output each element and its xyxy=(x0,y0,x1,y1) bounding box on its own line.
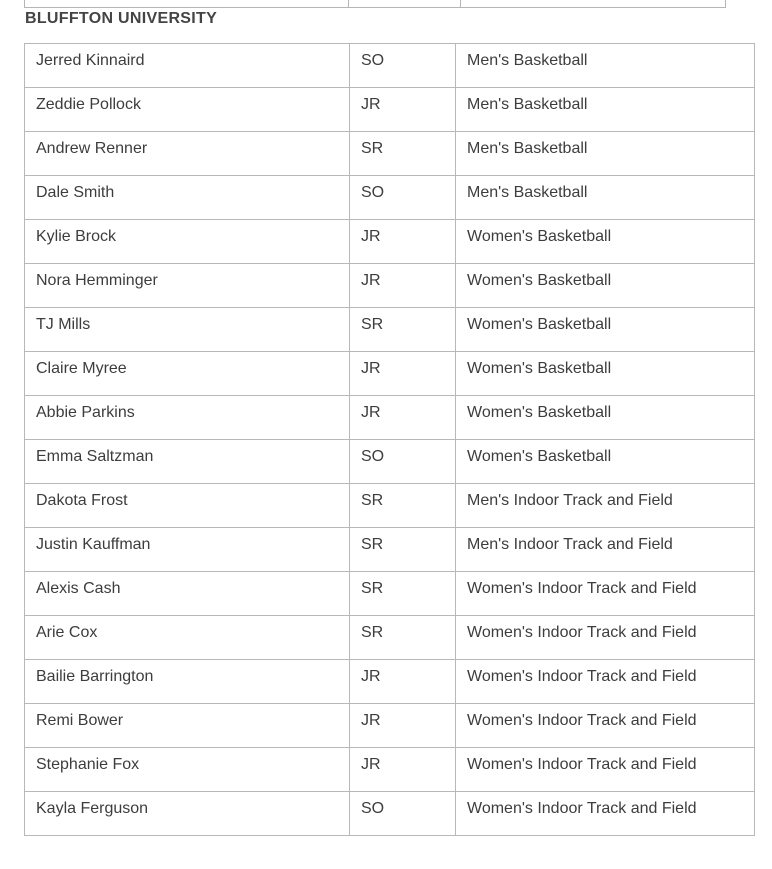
class-year-cell: SO xyxy=(350,44,456,88)
previous-table-column-divider xyxy=(348,0,349,7)
table-row xyxy=(25,88,755,132)
athlete-name-cell: Jerred Kinnaird xyxy=(25,44,350,88)
table-row xyxy=(25,748,755,792)
class-year-cell: SO xyxy=(350,440,456,484)
sport-cell: Women's Basketball xyxy=(456,308,755,352)
sport-cell: Men's Basketball xyxy=(456,132,755,176)
sport-cell: Women's Indoor Track and Field xyxy=(456,704,755,748)
table-row xyxy=(25,264,755,308)
sport-cell: Men's Basketball xyxy=(456,88,755,132)
sport-cell: Women's Indoor Track and Field xyxy=(456,748,755,792)
roster-table-body xyxy=(25,44,755,836)
athlete-name-cell: Nora Hemminger xyxy=(25,264,350,308)
table-row xyxy=(25,352,755,396)
athlete-name-cell: Andrew Renner xyxy=(25,132,350,176)
previous-table-fragment xyxy=(24,0,726,8)
athlete-name-cell: Justin Kauffman xyxy=(25,528,350,572)
table-row xyxy=(25,616,755,660)
table-row xyxy=(25,484,755,528)
school-heading: BLUFFTON UNIVERSITY xyxy=(25,10,218,27)
athlete-name-cell: Alexis Cash xyxy=(25,572,350,616)
class-year-cell: SR xyxy=(350,572,456,616)
class-year-cell: SO xyxy=(350,176,456,220)
class-year-cell: JR xyxy=(350,396,456,440)
table-row xyxy=(25,704,755,748)
table-row xyxy=(25,440,755,484)
athlete-name-cell: TJ Mills xyxy=(25,308,350,352)
class-year-cell: JR xyxy=(350,88,456,132)
table-row xyxy=(25,396,755,440)
sport-cell: Women's Basketball xyxy=(456,396,755,440)
sport-cell: Men's Basketball xyxy=(456,176,755,220)
table-row xyxy=(25,132,755,176)
class-year-cell: SO xyxy=(350,792,456,836)
class-year-cell: JR xyxy=(350,220,456,264)
athlete-name-cell: Stephanie Fox xyxy=(25,748,350,792)
table-row xyxy=(25,792,755,836)
table-row xyxy=(25,176,755,220)
sport-cell: Women's Indoor Track and Field xyxy=(456,572,755,616)
table-row xyxy=(25,572,755,616)
athlete-name-cell: Dale Smith xyxy=(25,176,350,220)
class-year-cell: JR xyxy=(350,748,456,792)
class-year-cell: JR xyxy=(350,660,456,704)
sport-cell: Women's Indoor Track and Field xyxy=(456,792,755,836)
athlete-name-cell: Emma Saltzman xyxy=(25,440,350,484)
sport-cell: Women's Basketball xyxy=(456,440,755,484)
sport-cell: Women's Basketball xyxy=(456,264,755,308)
table-row xyxy=(25,528,755,572)
sport-cell: Women's Basketball xyxy=(456,352,755,396)
sport-cell: Men's Indoor Track and Field xyxy=(456,528,755,572)
roster-table xyxy=(24,43,755,836)
class-year-cell: SR xyxy=(350,308,456,352)
athlete-name-cell: Kylie Brock xyxy=(25,220,350,264)
athlete-name-cell: Abbie Parkins xyxy=(25,396,350,440)
athlete-name-cell: Arie Cox xyxy=(25,616,350,660)
class-year-cell: JR xyxy=(350,352,456,396)
athlete-name-cell: Bailie Barrington xyxy=(25,660,350,704)
sport-cell: Men's Basketball xyxy=(456,44,755,88)
class-year-cell: JR xyxy=(350,704,456,748)
class-year-cell: SR xyxy=(350,484,456,528)
athlete-name-cell: Remi Bower xyxy=(25,704,350,748)
athlete-name-cell: Claire Myree xyxy=(25,352,350,396)
sport-cell: Women's Indoor Track and Field xyxy=(456,660,755,704)
table-row xyxy=(25,220,755,264)
athlete-name-cell: Dakota Frost xyxy=(25,484,350,528)
table-row xyxy=(25,660,755,704)
class-year-cell: JR xyxy=(350,264,456,308)
class-year-cell: SR xyxy=(350,528,456,572)
sport-cell: Men's Indoor Track and Field xyxy=(456,484,755,528)
table-row xyxy=(25,308,755,352)
table-row xyxy=(25,44,755,88)
athlete-name-cell: Kayla Ferguson xyxy=(25,792,350,836)
previous-table-column-divider xyxy=(460,0,461,7)
sport-cell: Women's Indoor Track and Field xyxy=(456,616,755,660)
class-year-cell: SR xyxy=(350,616,456,660)
athlete-name-cell: Zeddie Pollock xyxy=(25,88,350,132)
sport-cell: Women's Basketball xyxy=(456,220,755,264)
class-year-cell: SR xyxy=(350,132,456,176)
